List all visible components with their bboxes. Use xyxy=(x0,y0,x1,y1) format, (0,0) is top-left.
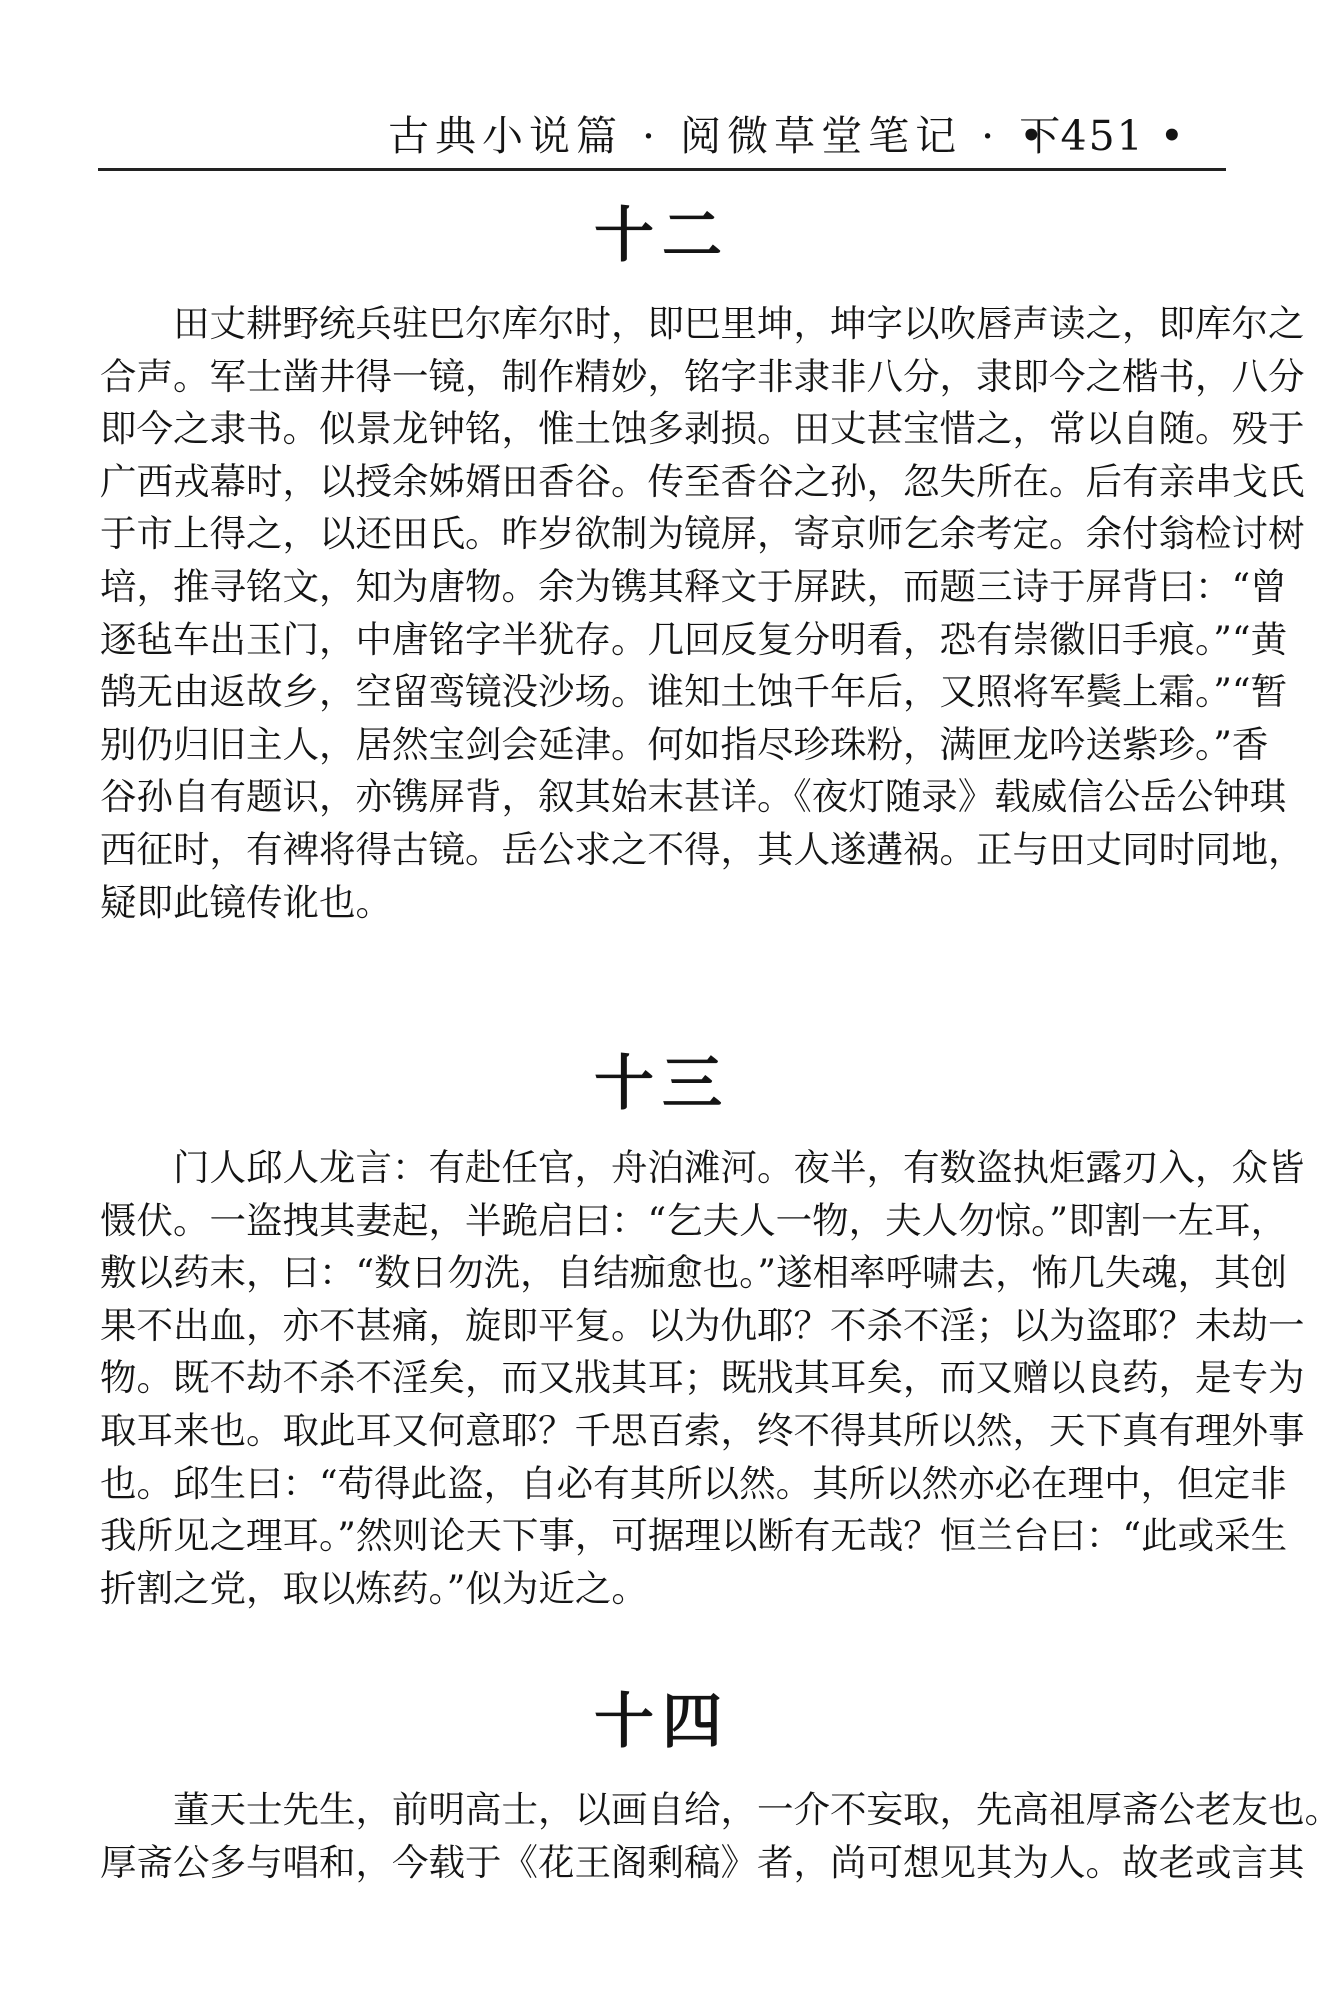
text-line: 于市上得之，以还田氏。昨岁欲制为镜屏，寄京师乞余考定。余付翁检讨树 xyxy=(100,512,1305,556)
section-title-12: 十二 xyxy=(594,201,730,271)
running-header xyxy=(98,104,1226,168)
text-line: 慑伏。一盗拽其妻起，半跪启曰：“乞夫人一物，夫人勿惊。”即割一左耳， xyxy=(100,1198,1288,1242)
text-line: 门人邱人龙言：有赴任官，舟泊滩河。夜半，有数盗执炬露刃入，众皆 xyxy=(173,1146,1305,1189)
text-line: 敷以药末，曰：“数日勿洗，自结痂愈也。”遂相率呼啸去，怖几失魂，其创 xyxy=(100,1251,1288,1295)
text-line: 物。既不劫不杀不淫矣，而又戕其耳；既戕其耳矣，而又赠以良药，是专为 xyxy=(100,1356,1305,1400)
section-title-13: 十三 xyxy=(594,1049,730,1119)
text-line: 董天士先生，前明高士，以画自给，一介不妄取，先高祖厚斋公老友也。 xyxy=(173,1788,1341,1831)
text-line: 广西戎幕时，以授余姊婿田香谷。传至香谷之孙，忽失所在。后有亲串戈氏 xyxy=(100,459,1305,503)
text-line: 取耳来也。取此耳又何意耶？千思百索，终不得其所以然，天下真有理外事 xyxy=(100,1408,1305,1452)
text-line: 别仍归旧主人，居然宝剑会延津。何如指尽珍珠粉，满匣龙吟送紫珍。”香 xyxy=(100,722,1269,766)
text-line: 即今之隶书。似景龙钟铭，惟土蚀多剥损。田丈甚宝惜之，常以自随。殁于 xyxy=(100,407,1305,451)
running-title: 古典小说篇 · 阅微草堂笔记 · 下 xyxy=(388,112,1067,160)
section-title-14: 十四 xyxy=(594,1687,730,1757)
section-12-body xyxy=(100,298,1305,929)
text-line: 西征时，有裨将得古镜。岳公求之不得，其人遂遘祸。正与田丈同时同地， xyxy=(100,827,1305,871)
header-rule xyxy=(98,168,1226,171)
text-line: 果不出血，亦不甚痛，旋即平复。以为仇耶？不杀不淫；以为盗耶？未劫一 xyxy=(100,1303,1305,1347)
section-14-body xyxy=(100,1784,1341,1889)
text-line: 鹄无由返故乡，空留鸾镜没沙场。谁知土蚀千年后，又照将军鬓上霜。”“暂 xyxy=(100,670,1288,714)
section-13-body xyxy=(100,1142,1305,1615)
text-line: 也。邱生曰：“苟得此盗，自必有其所以然。其所以然亦必在理中，但定非 xyxy=(100,1461,1287,1505)
text-line: 逐毡车出玉门，中唐铭字半犹存。几回反复分明看，恐有崇徽旧手痕。”“黄 xyxy=(100,617,1288,661)
text-line: 疑即此镜传讹也。 xyxy=(100,880,392,924)
text-line: 厚斋公多与唱和，今载于《花王阁剩稿》者，尚可想见其为人。故老或言其 xyxy=(100,1840,1305,1884)
text-line: 合声。军士凿井得一镜，制作精妙，铭字非隶非八分，隶即今之楷书，八分 xyxy=(100,354,1305,398)
text-line: 我所见之理耳。”然则论天下事，可据理以断有无哉？恒兰台曰：“此或采生 xyxy=(100,1514,1288,1558)
text-line: 谷孙自有题识，亦镌屏背，叙其始末甚详。《夜灯随录》载威信公岳公钟琪 xyxy=(100,775,1287,819)
text-line: 培，推寻铭文，知为唐物。余为镌其释文于屏趺，而题三诗于屏背曰：“曾 xyxy=(100,564,1287,608)
page-number: • 451 • xyxy=(1019,112,1186,160)
text-line: 田丈耕野统兵驻巴尔库尔时，即巴里坤，坤字以吹唇声读之，即库尔之 xyxy=(173,302,1305,345)
text-line: 折割之党，取以炼药。”似为近之。 xyxy=(100,1566,648,1610)
